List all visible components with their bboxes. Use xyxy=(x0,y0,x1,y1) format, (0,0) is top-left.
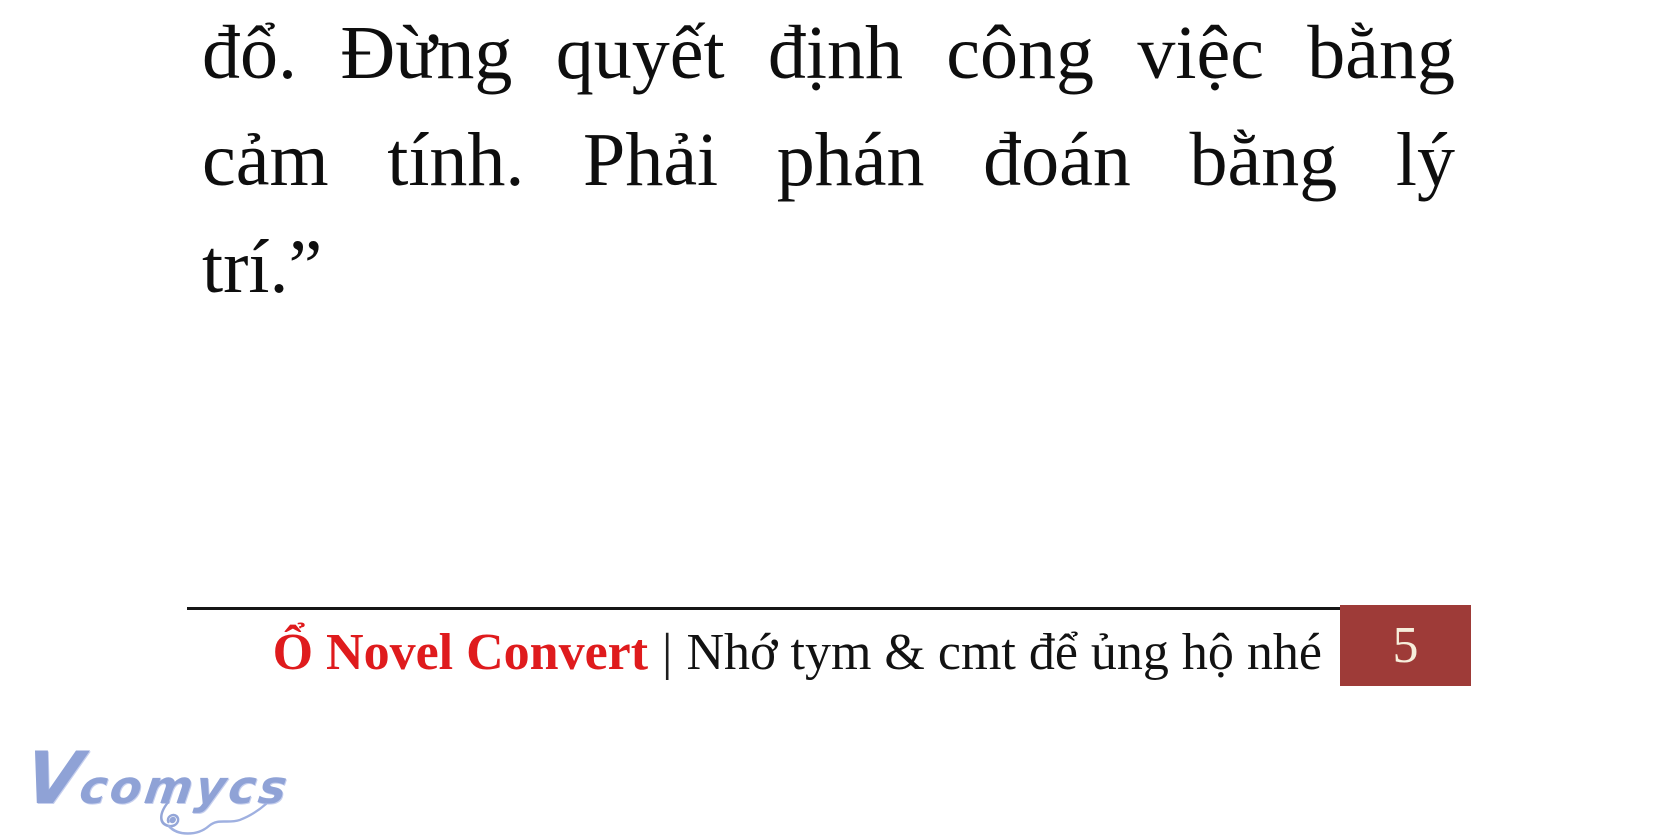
body-line-2: cảm tính. Phải phán đoán bằng lý xyxy=(202,118,1455,202)
watermark-initial: V xyxy=(19,736,88,820)
watermark-rose-flourish xyxy=(145,800,270,838)
watermark-logo xyxy=(17,736,294,837)
footer-message: Nhớ tym & cmt để ủng hộ nhé xyxy=(686,624,1322,681)
footer-rule xyxy=(187,607,1340,610)
page-number: 5 xyxy=(1392,617,1419,674)
body-line-1: đổ. Đừng quyết định công việc bằng xyxy=(202,11,1455,95)
body-line-3: trí.” xyxy=(202,225,323,309)
page-number-box xyxy=(1340,605,1471,686)
watermark-text: comycs xyxy=(76,760,294,814)
footer xyxy=(273,624,1322,682)
footer-separator: | xyxy=(662,624,673,681)
brand-name: Ổ Novel Convert xyxy=(272,624,649,681)
body-text xyxy=(202,0,1455,321)
